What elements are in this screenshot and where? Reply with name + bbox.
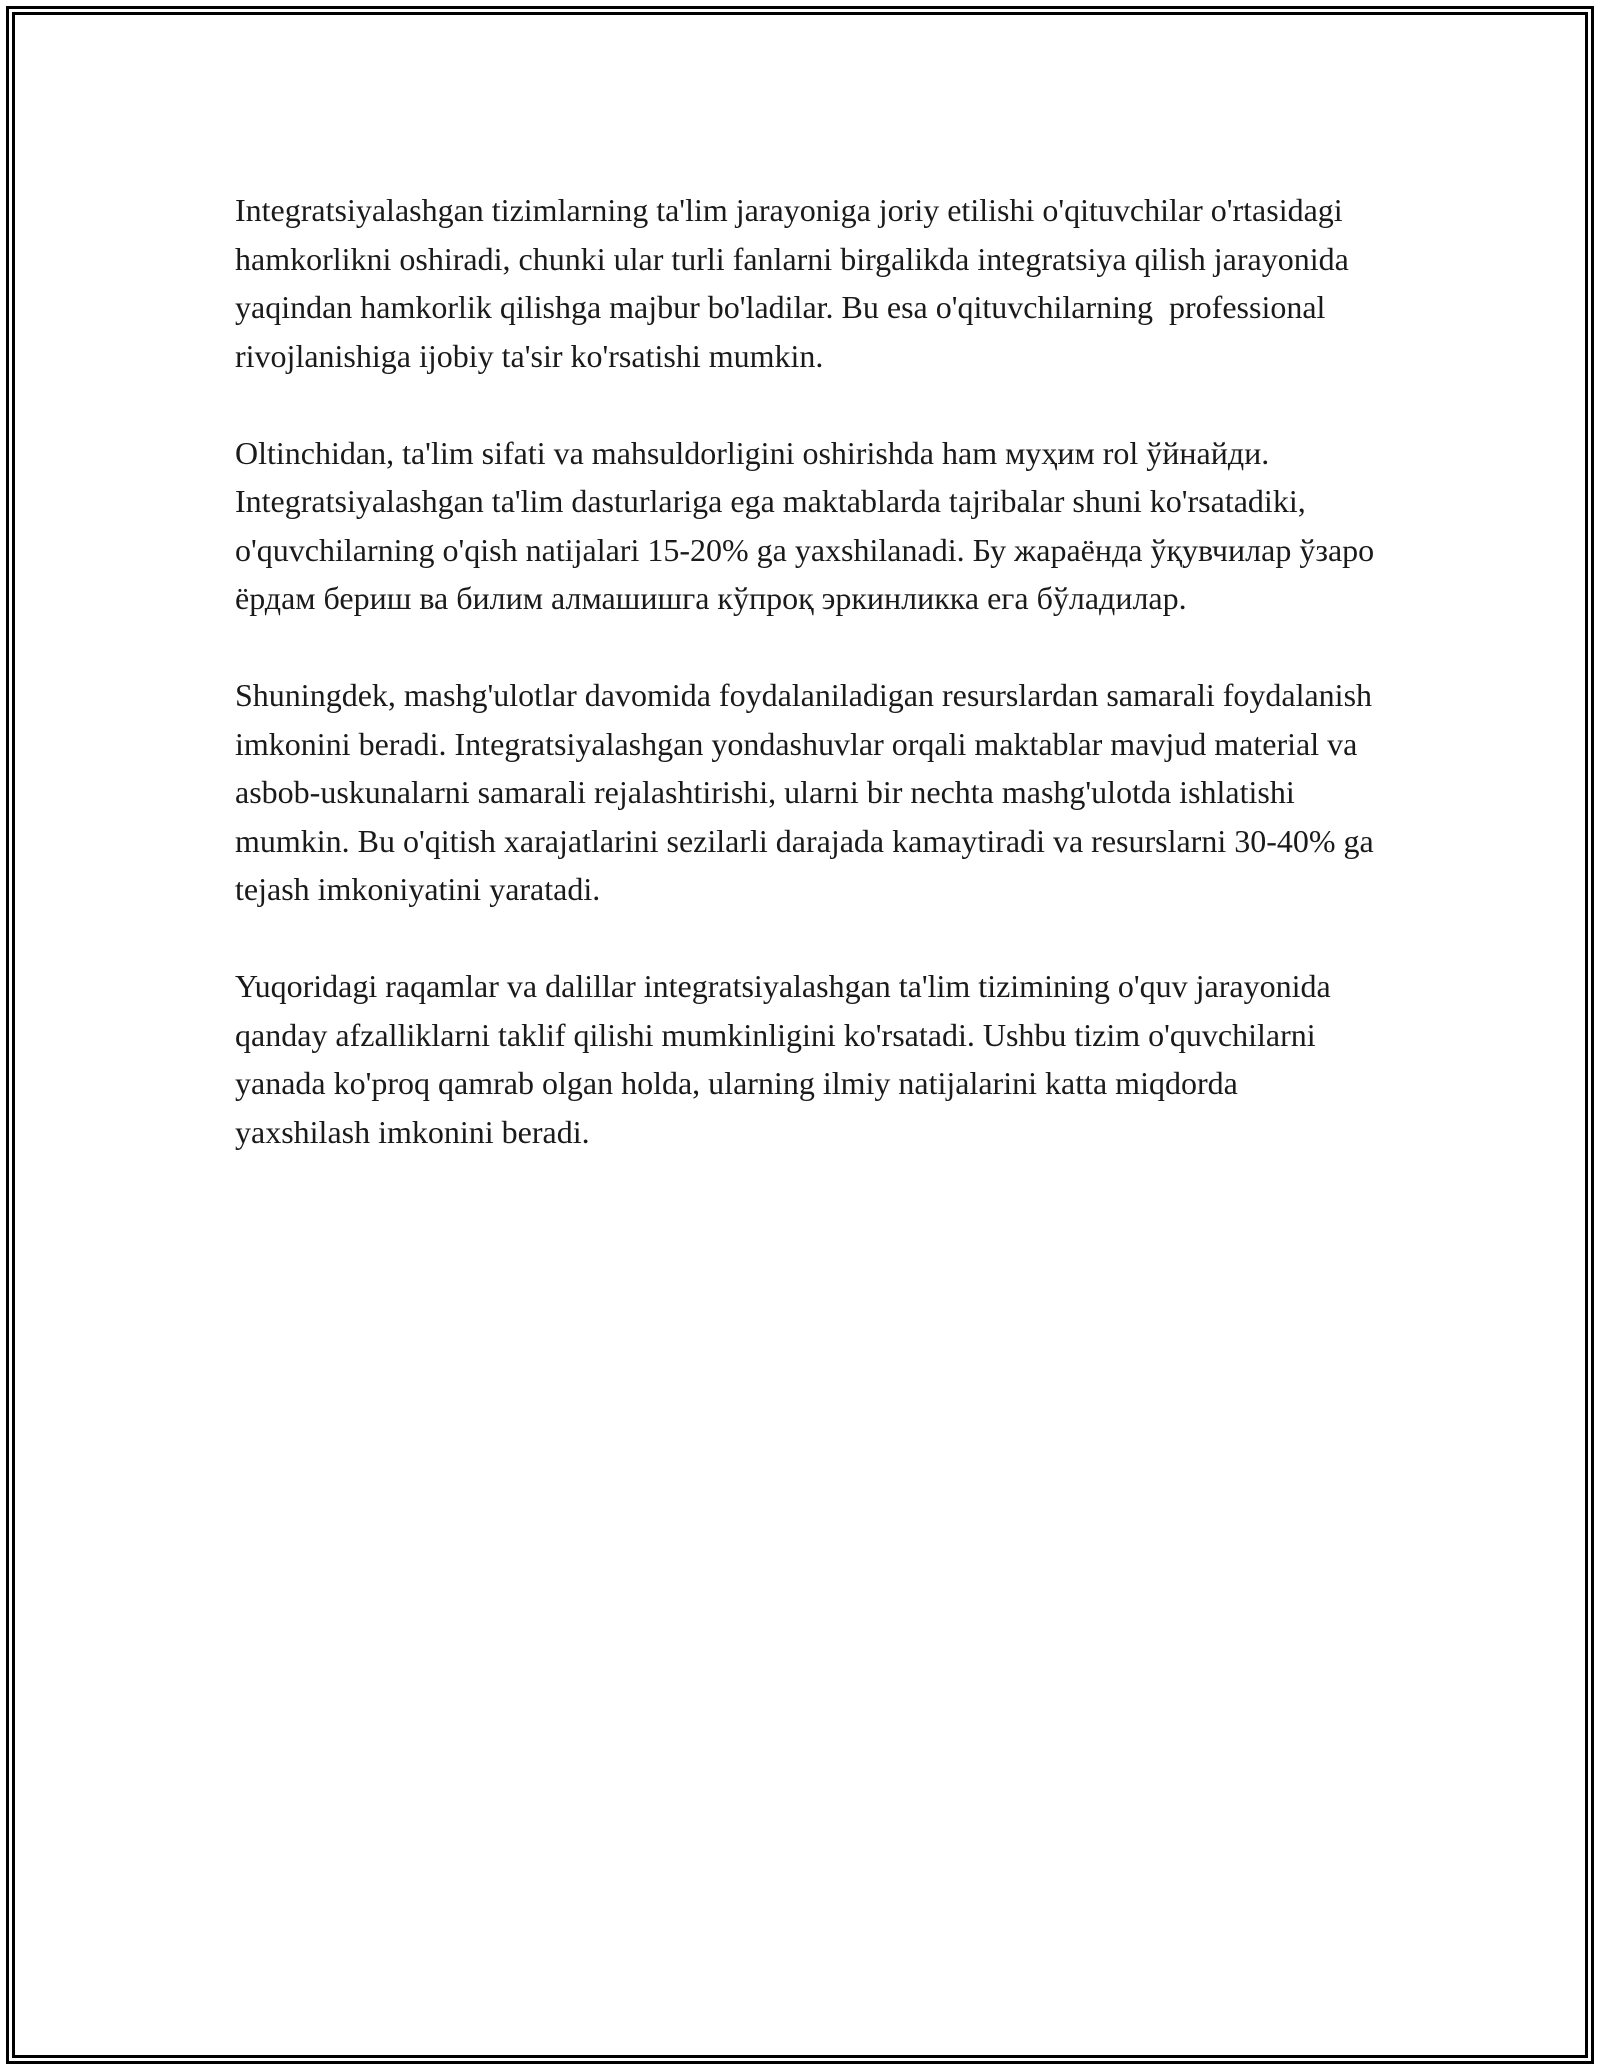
- document-body: [235, 186, 1383, 1205]
- paragraph-resources: Shuningdek, mashg'ulotlar davomida foydalaniladigan resurslardan samarali foydalanish imkonini beradi. Integratsiyalashgan yondashuvlar orqali maktablar mavjud material va asbob-uskunalarni samarali rejalashtirishi, ularni bir nechta mashg'ulotda ishlatishi mumkin. Bu o'qitish xarajatlarini sezilarli darajada kamaytiradi va resurslarni 30-40% ga tejash imkoniyatini yaratadi.: [235, 677, 1382, 907]
- paragraph-collaboration: Integratsiyalashgan tizimlarning ta'lim jarayoniga joriy etilishi o'qituvchilar o'rtasidagi hamkorlikni oshiradi, chunki ular turli fanlarni birgalikda integratsiya qilish jarayonida yaqindan hamkorlik qilishga majbur bo'ladilar. Bu esa o'qituvchilarning professional rivojlanishiga ijobiy ta'sir ko'rsatishi mumkin.: [235, 192, 1357, 374]
- paragraph-conclusion: Yuqoridagi raqamlar va dalillar integratsiyalashgan ta'lim tizimining o'quv jarayonida qanday afzalliklarni taklif qilishi mumkinligini ko'rsatadi. Ushbu tizim o'quvchilarni yanada ko'proq qamrab olgan holda, ularning ilmiy natijalarini katta miqdorda yaxshilash imkonini beradi.: [235, 968, 1339, 1150]
- paragraph-quality: Oltinchidan, ta'lim sifati va mahsuldorligini oshirishda ham муҳим rol ўйнайди. Integratsiyalashgan ta'lim dasturlariga ega maktablarda tajribalar shuni ko'rsatadiki, o'quvchilarning o'qish natijalari 15-20% ga yaxshilanadi. Бу жараёнда ўқувчилар ўзаро ёрдам бериш ва билим алмашишга кўпроқ эркинликка ега бўладилар.: [235, 434, 1383, 616]
